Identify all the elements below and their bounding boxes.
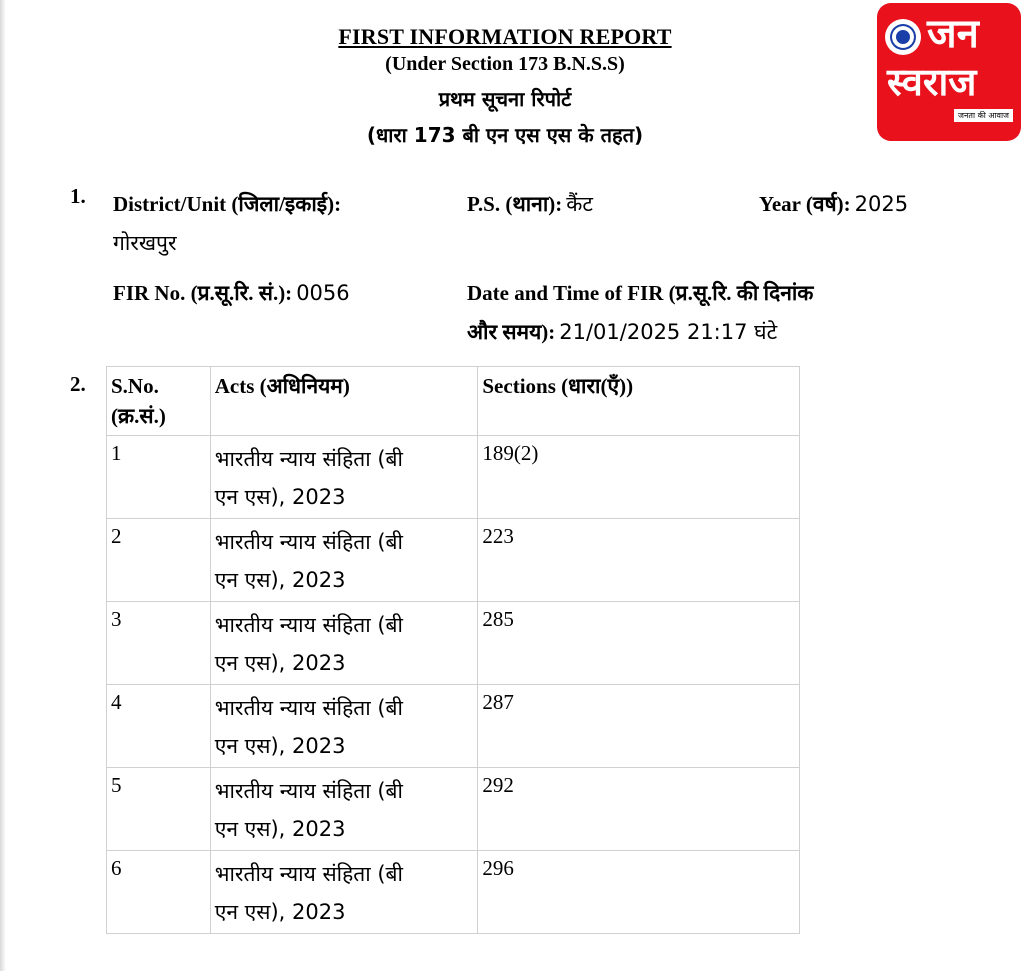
row-section: 189(2) bbox=[478, 436, 800, 519]
row-section: 292 bbox=[478, 768, 800, 851]
row-sno: 3 bbox=[107, 602, 211, 685]
page-edge-shadow bbox=[0, 0, 6, 971]
table-row bbox=[107, 519, 800, 602]
row-act-line1: भारतीय न्याय संहिता (बी bbox=[214, 530, 403, 554]
row-sno: 6 bbox=[107, 851, 211, 934]
report-title-en: FIRST INFORMATION REPORT bbox=[338, 24, 672, 49]
report-title-hi: प्रथम सूचना रिपोर्ट bbox=[438, 87, 572, 111]
fir-no-label: FIR No. (प्र.सू.रि. सं.): bbox=[113, 281, 293, 305]
row-section: 223 bbox=[478, 519, 800, 602]
row-act-line2: एन एस), 2023 bbox=[214, 817, 346, 841]
fir-no-value: 0056 bbox=[296, 281, 350, 305]
fir-datetime-label-line2: और समय): bbox=[467, 320, 556, 344]
report-header bbox=[300, 22, 710, 150]
row-act bbox=[210, 768, 478, 851]
logo-text-line2: स्वराज bbox=[887, 60, 977, 104]
row-section: 287 bbox=[478, 685, 800, 768]
row-act-line2: एन एस), 2023 bbox=[214, 485, 346, 509]
row-act-line1: भारतीय न्याय संहिता (बी bbox=[214, 779, 403, 803]
fir-datetime-label-line1: Date and Time of FIR (प्र.सू.रि. की दिनांक bbox=[467, 281, 814, 305]
header-sections: Sections (धारा(एँ)) bbox=[478, 367, 800, 436]
row-act bbox=[210, 851, 478, 934]
row-act-line1: भारतीय न्याय संहिता (बी bbox=[214, 613, 403, 637]
ps-value: कैंट bbox=[566, 192, 593, 216]
ashoka-chakra-icon bbox=[885, 19, 921, 55]
fir-datetime-label-field bbox=[467, 278, 813, 311]
table-row bbox=[107, 602, 800, 685]
report-subtitle-en: (Under Section 173 B.N.S.S) bbox=[385, 53, 625, 75]
ps-label: P.S. (थाना): bbox=[467, 192, 563, 216]
row-act bbox=[210, 685, 478, 768]
ps-field bbox=[467, 189, 593, 222]
header-sno: S.No. (क्र.सं.) bbox=[107, 367, 211, 436]
section-1-number: 1. bbox=[70, 184, 86, 208]
row-sno: 5 bbox=[107, 768, 211, 851]
fir-no-field bbox=[113, 278, 350, 311]
row-act-line2: एन एस), 2023 bbox=[214, 900, 346, 924]
table-row bbox=[107, 685, 800, 768]
year-value: 2025 bbox=[854, 192, 909, 216]
jan-swaraj-logo bbox=[877, 3, 1021, 141]
fir-datetime-field bbox=[467, 317, 777, 350]
row-sno: 2 bbox=[107, 519, 211, 602]
row-sno: 4 bbox=[107, 685, 211, 768]
row-section: 285 bbox=[478, 602, 800, 685]
district-value: गोरखपुर bbox=[113, 231, 177, 255]
row-section: 296 bbox=[478, 851, 800, 934]
district-value-field bbox=[113, 228, 177, 261]
row-sno: 1 bbox=[107, 436, 211, 519]
row-act bbox=[210, 602, 478, 685]
year-label: Year (वर्ष): bbox=[759, 192, 851, 216]
row-act-line2: एन एस), 2023 bbox=[214, 651, 346, 675]
row-act-line2: एन एस), 2023 bbox=[214, 568, 346, 592]
report-subtitle-hi: (धारा 173 बी एन एस एस के तहत) bbox=[366, 123, 644, 147]
table-row bbox=[107, 768, 800, 851]
row-act bbox=[210, 519, 478, 602]
row-act-line1: भारतीय न्याय संहिता (बी bbox=[214, 447, 403, 471]
district-label: District/Unit (जिला/इकाई): bbox=[113, 192, 342, 216]
table-row bbox=[107, 436, 800, 519]
fir-datetime-value: 21/01/2025 21:17 घंटे bbox=[559, 320, 778, 344]
logo-text-line1: जन bbox=[927, 11, 979, 57]
table-header-row bbox=[107, 367, 800, 436]
row-act-line1: भारतीय न्याय संहिता (बी bbox=[214, 696, 403, 720]
section-2-number: 2. bbox=[70, 372, 86, 396]
logo-tagline: जनता की आवाज bbox=[954, 109, 1013, 122]
row-act bbox=[210, 436, 478, 519]
district-field bbox=[113, 189, 341, 222]
row-act-line1: भारतीय न्याय संहिता (बी bbox=[214, 862, 403, 886]
row-act-line2: एन एस), 2023 bbox=[214, 734, 346, 758]
table-row bbox=[107, 851, 800, 934]
header-acts: Acts (अधिनियम) bbox=[210, 367, 478, 436]
year-field bbox=[759, 189, 908, 222]
acts-sections-table bbox=[106, 366, 800, 934]
